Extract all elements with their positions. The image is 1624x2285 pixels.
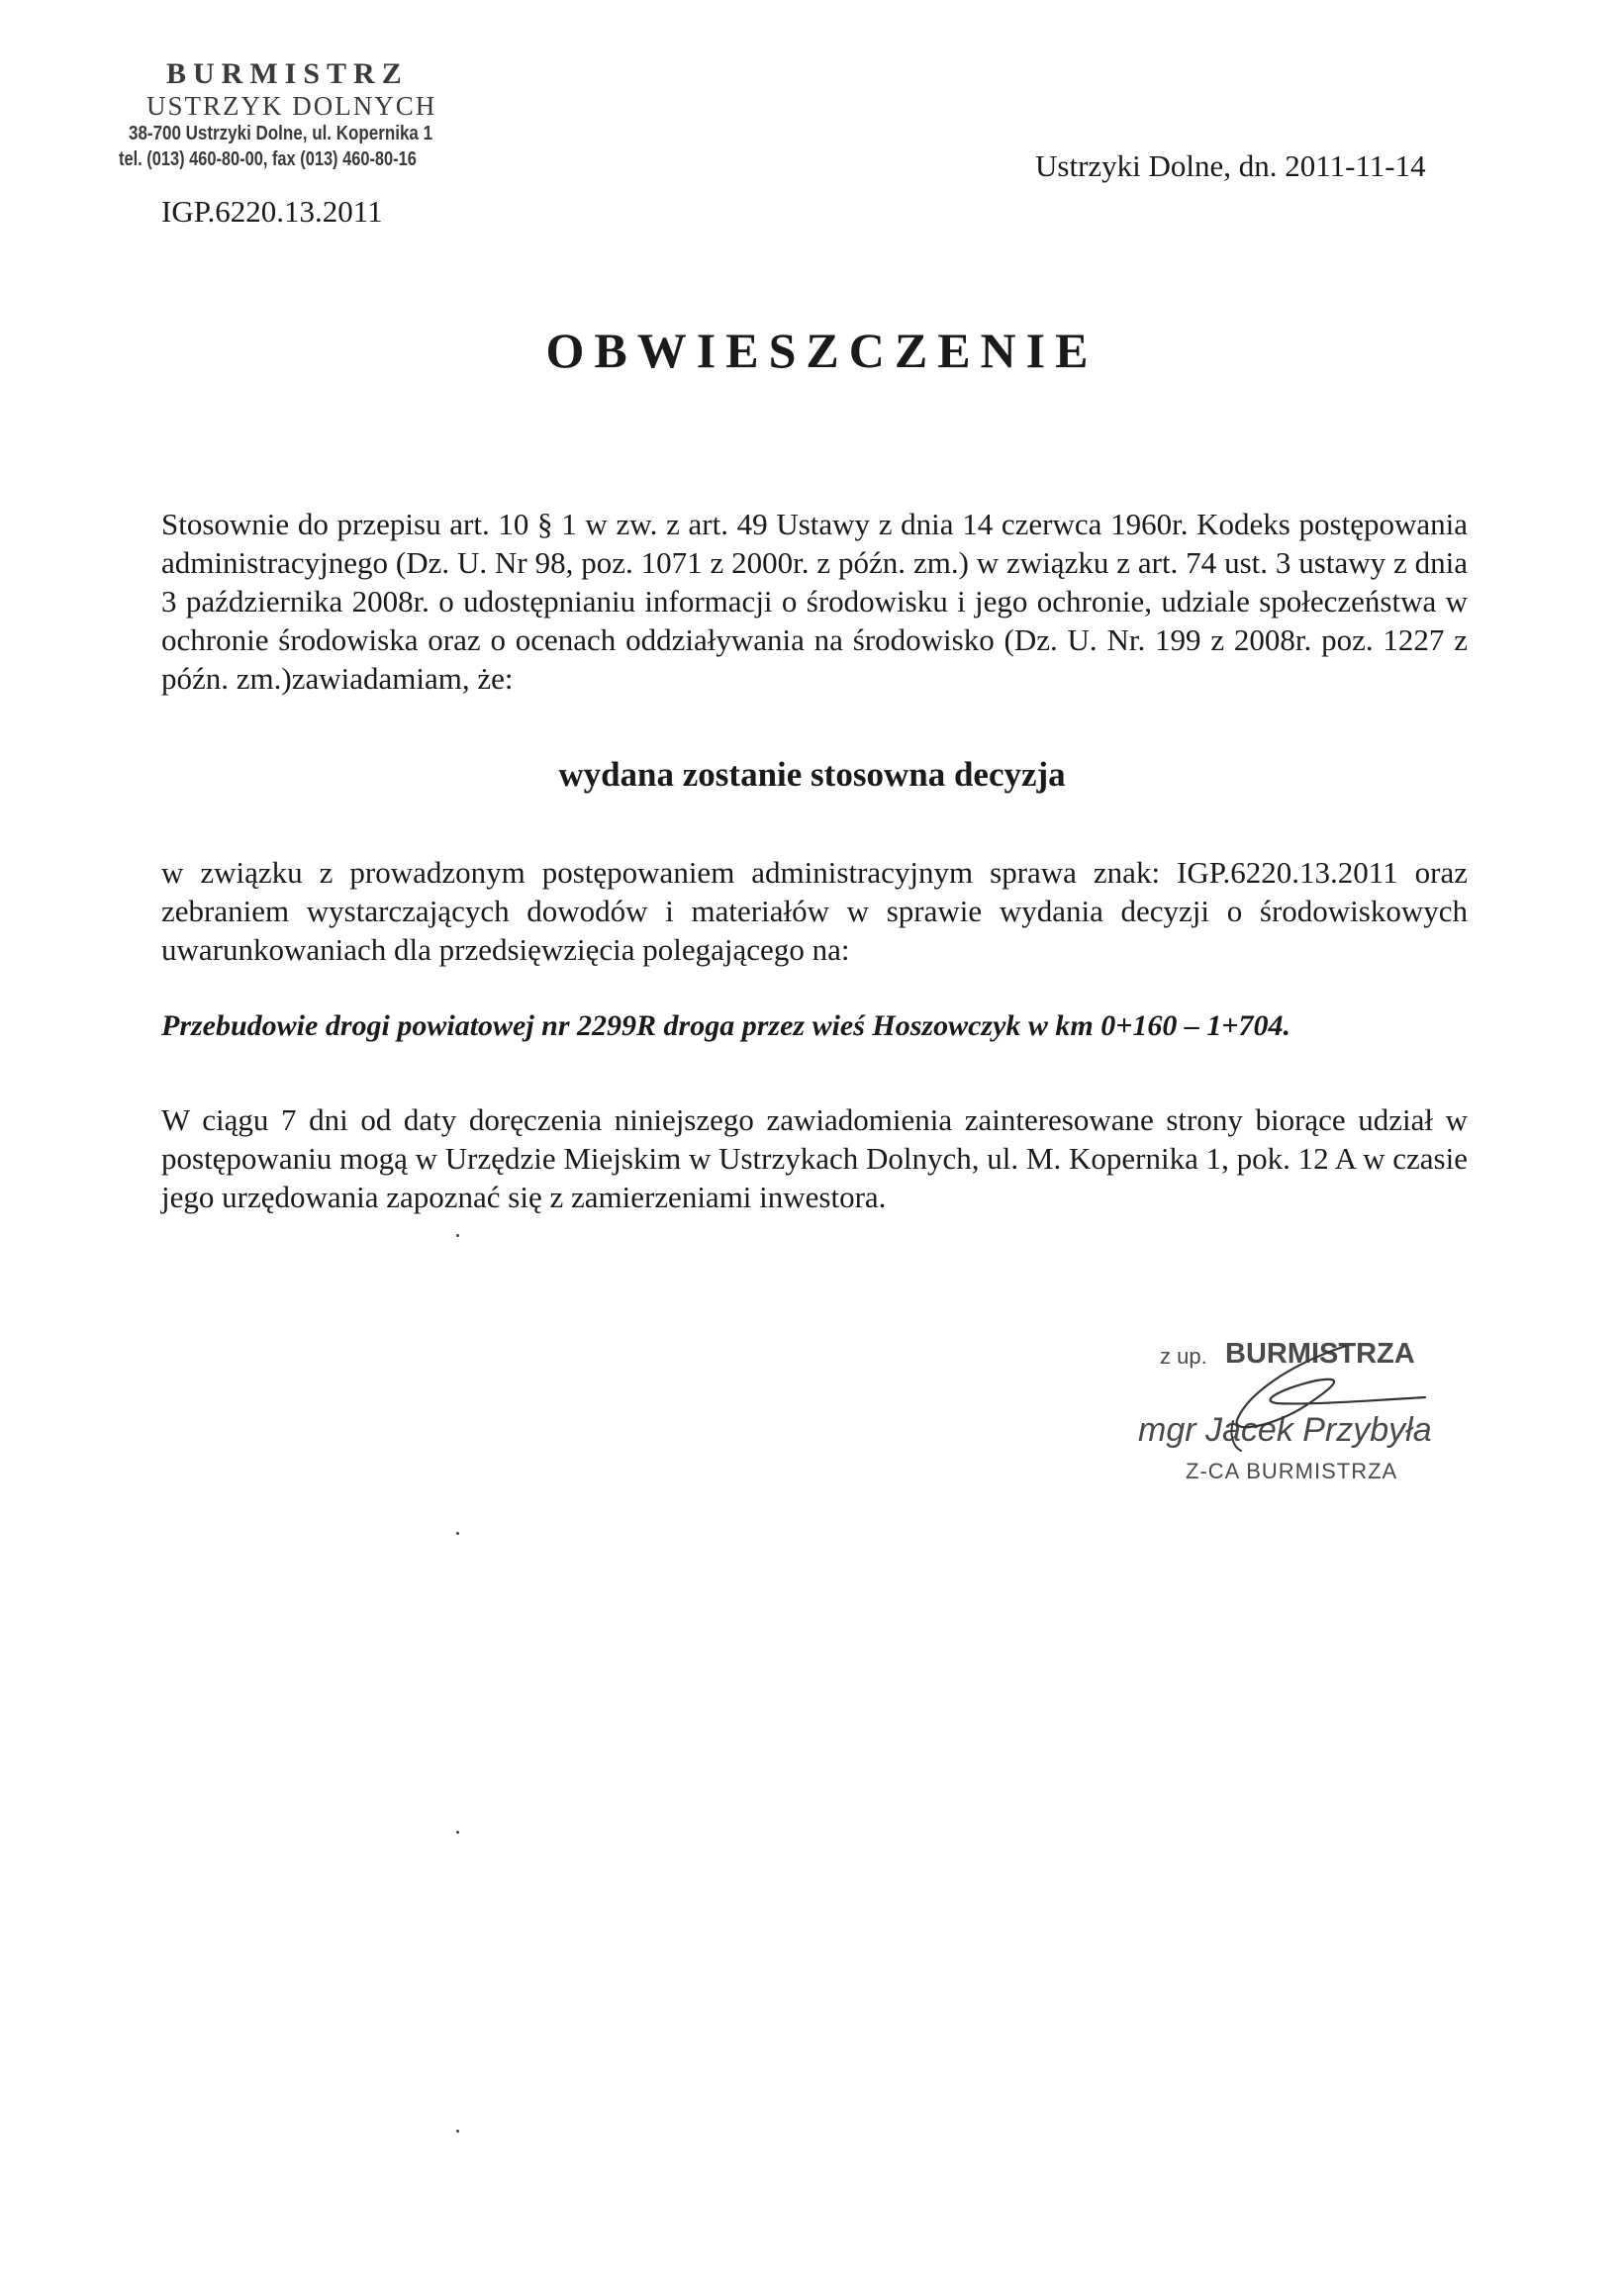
paragraph-notice: W ciągu 7 dni od daty doręczenia niniejszego zawiadomienia zainteresowane strony biorące udział w postępowaniu mogą w Urzędzie Miejskim w Ustrzykach Dolnych, ul. M. Kopernika 1, pok. 12 A w czasie jego urzędowania zapoznać się z zamierzeniami inwestora. <box>161 1102 1468 1214</box>
scan-dot <box>456 1234 459 1237</box>
stamp-phone: tel. (013) 460-80-00, fax (013) 460-80-16 <box>119 148 417 170</box>
decision-heading: wydana zostanie stosowna decyzja <box>558 755 1066 794</box>
scan-dot <box>456 1532 459 1535</box>
stamp-town: USTRZYK DOLNYCH <box>146 91 437 121</box>
scan-dot <box>456 1831 459 1834</box>
document-title: OBWIESZCZENIE <box>545 323 1099 378</box>
signatory-role: Z-CA BURMISTRZA <box>1186 1459 1398 1483</box>
stamp-title: BURMISTRZ <box>166 57 409 90</box>
signatory-name: mgr Jacek Przybyła <box>1138 1411 1432 1449</box>
reference-number: IGP.6220.13.2011 <box>161 194 383 229</box>
handwritten-signature-icon <box>1138 1326 1465 1494</box>
scan-dot <box>456 2130 459 2133</box>
signature-office: BURMISTRZA <box>1225 1338 1415 1370</box>
document-date: Ustrzyki Dolne, dn. 2011-11-14 <box>1035 148 1426 183</box>
paragraph-proceedings: w związku z prowadzonym postępowaniem administracyjnym sprawa znak: IGP.6220.13.2011 oraz zebraniem wystarczających dowodów i materiałów w sprawie wydania decyzji o środowiskowych uwarunkowaniach dla przedsięwzięcia polegającego na: <box>161 855 1468 967</box>
stamp-address: 38-700 Ustrzyki Dolne, ul. Kopernika 1 <box>129 123 433 144</box>
signature-stamp <box>1138 1326 1465 1494</box>
header-stamp <box>119 57 515 172</box>
paragraph-legal-basis: Stosownie do przepisu art. 10 § 1 w zw. z art. 49 Ustawy z dnia 14 czerwca 1960r. Kodeks postępowania administracyjnego (Dz. U. Nr 98, poz. 1071 z 2000r. z późn. zm.) w związku z art. 74 ust. 3 ustawy z dnia 3 października 2008r. o udostępnianiu informacji o środowisku i jego ochronie, udziale społeczeństwa w ochronie środowiska oraz o ocenach oddziaływania na środowisko (Dz. U. Nr. 199 z 2008r. poz. 1227 z późn. zm.)zawiadamiam, że: <box>161 507 1468 696</box>
signature-prefix: z up. <box>1160 1344 1207 1369</box>
project-description: Przebudowie drogi powiatowej nr 2299R droga przez wieś Hoszowczyk w km 0+160 – 1+704. <box>161 1009 1290 1042</box>
